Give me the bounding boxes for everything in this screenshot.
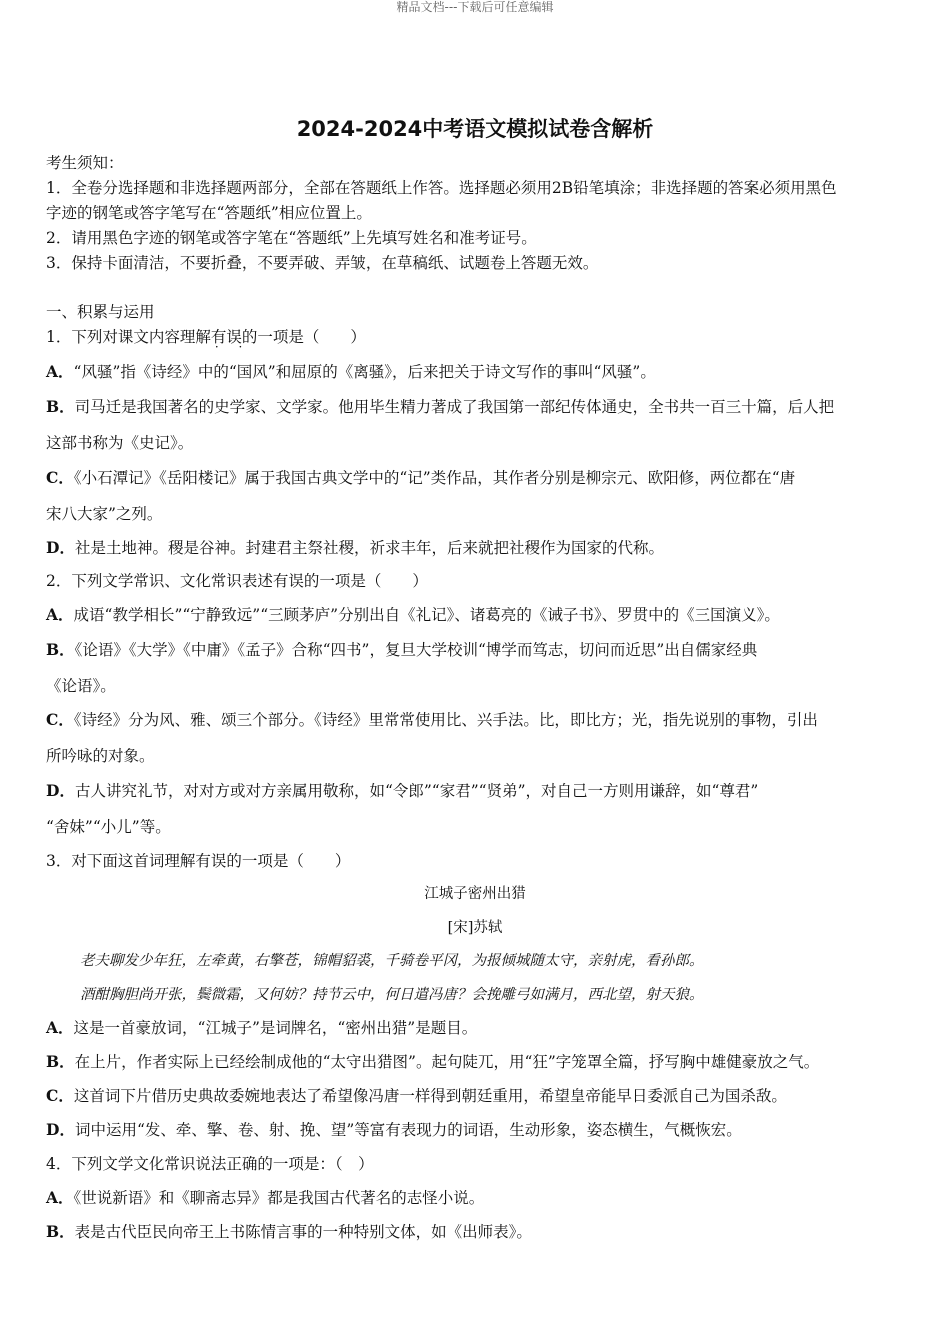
poem-verse: 酒酣胸胆尚开张，鬓微霜，又何妨？持节云中，何日遣冯唐？会挽雕弓如满月，西北望，射天狼。 xyxy=(80,987,704,1003)
question-2-stem: 2．下列文学常识、文化常识表述有误的一项是（ ） xyxy=(46,572,428,590)
question-3-stem: 3．对下面这首词理解有误的一项是（ ） xyxy=(46,852,351,870)
q2-option-a: A．成语“教学相长”“宁静致远”“三顾茅庐”分别出自《礼记》、诸葛亮的《诫子书》、罗贯中的《三国演义》。 xyxy=(46,605,780,624)
q1-option-a: A．“风骚”指《诗经》中的“国风”和屈原的《离骚》，后来把关于诗文写作的事叫“风骚”。 xyxy=(46,362,656,381)
q3-option-a: A．这是一首豪放词，“江城子”是词牌名，“密州出猎”是题目。 xyxy=(46,1018,478,1037)
question-1-stem: 1．下列对课文内容理解有误 · ·的一项是（ ） xyxy=(46,327,912,347)
q3-option-c: C．这首词下片借历史典故委婉地表达了希望像冯唐一样得到朝廷重用，希望皇帝能早日委派自己为国杀敌。 xyxy=(46,1086,787,1105)
q2-option-c-cont: 所吟咏的对象。 xyxy=(46,747,155,765)
q3-option-d: D．词中运用“发、牵、擎、卷、射、挽、望”等富有表现力的词语，生动形象，姿态横生，气概恢宏。 xyxy=(46,1120,742,1139)
poem-verse: 老夫聊发少年狂，左牵黄，右擎苍，锦帽貂裘，千骑卷平冈，为报倾城随太守，亲射虎，看孙郎。 xyxy=(80,953,704,969)
section-heading: 一、积累与运用 xyxy=(46,303,155,321)
notice-item: 2．请用黑色字迹的钢笔或答字笔在“答题纸”上先填写姓名和准考证号。 xyxy=(46,229,537,247)
page-title: 2024-2024中考语文模拟试卷含解析 xyxy=(296,117,654,141)
notice-item: 3．保持卡面清洁，不要折叠，不要弄破、弄皱，在草稿纸、试题卷上答题无效。 xyxy=(46,254,599,272)
q1-option-b: B．司马迁是我国著名的史学家、文学家。他用毕生精力著成了我国第一部纪传体通史，全书共一百三十篇，后人把 xyxy=(46,397,835,416)
poem-author: [宋]苏轼 xyxy=(447,920,503,936)
notice-item: 字迹的钢笔或答字笔写在“答题纸”相应位置上。 xyxy=(46,204,372,222)
notice-heading: 考生须知： xyxy=(46,154,124,172)
poem-title: 江城子密州出猎 xyxy=(424,886,526,902)
q2-option-b-cont: 《论语》。 xyxy=(46,677,116,695)
q2-option-d: D．古人讲究礼节，对对方或对方亲属用敬称，如“令郎”“家君”“贤弟”，对自己一方则用谦辞，如“尊君” xyxy=(46,781,759,800)
question-4-stem: 4．下列文学文化常识说法正确的一项是：（ ） xyxy=(46,1155,374,1173)
q2-option-d-cont: “舍妹”“小儿”等。 xyxy=(46,818,171,836)
q2-option-b: B．《论语》《大学》《中庸》《孟子》合称“四书”，复旦大学校训“博学而笃志，切问而近思”出自儒家经典 xyxy=(46,640,758,659)
header-note: 精品文档---下载后可任意编辑 xyxy=(396,0,554,14)
q1-option-d: D．社是土地神。稷是谷神。封建君主祭社稷，祈求丰年，后来就把社稷作为国家的代称。 xyxy=(46,538,664,557)
notice-item: 1．全卷分选择题和非选择题两部分，全部在答题纸上作答。选择题必须用2B铅笔填涂；非选择题的答案必须用黑色 xyxy=(46,179,837,197)
q4-option-a: A．《世说新语》和《聊斋志异》都是我国古代著名的志怪小说。 xyxy=(46,1188,485,1207)
q1-option-b-cont: 这部书称为《史记》。 xyxy=(46,434,194,452)
q1-option-c-cont: 宋八大家”之列。 xyxy=(46,505,163,523)
emphasis-dots: 有误 · · xyxy=(211,328,242,346)
q3-option-b: B．在上片，作者实际上已经绘制成他的“太守出猎图”。起句陡兀，用“狂”字笼罩全篇，抒写胸中雄健豪放之气。 xyxy=(46,1052,820,1071)
q4-option-b: B．表是古代臣民向帝王上书陈情言事的一种特别文体，如《出师表》。 xyxy=(46,1222,532,1241)
q1-option-c: C．《小石潭记》《岳阳楼记》属于我国古典文学中的“记”类作品，其作者分别是柳宗元、欧阳修，两位都在“唐 xyxy=(46,468,796,487)
q2-option-c: C．《诗经》分为风、雅、颂三个部分。《诗经》里常常使用比、兴手法。比，即比方；光，指先说别的事物，引出 xyxy=(46,710,818,729)
